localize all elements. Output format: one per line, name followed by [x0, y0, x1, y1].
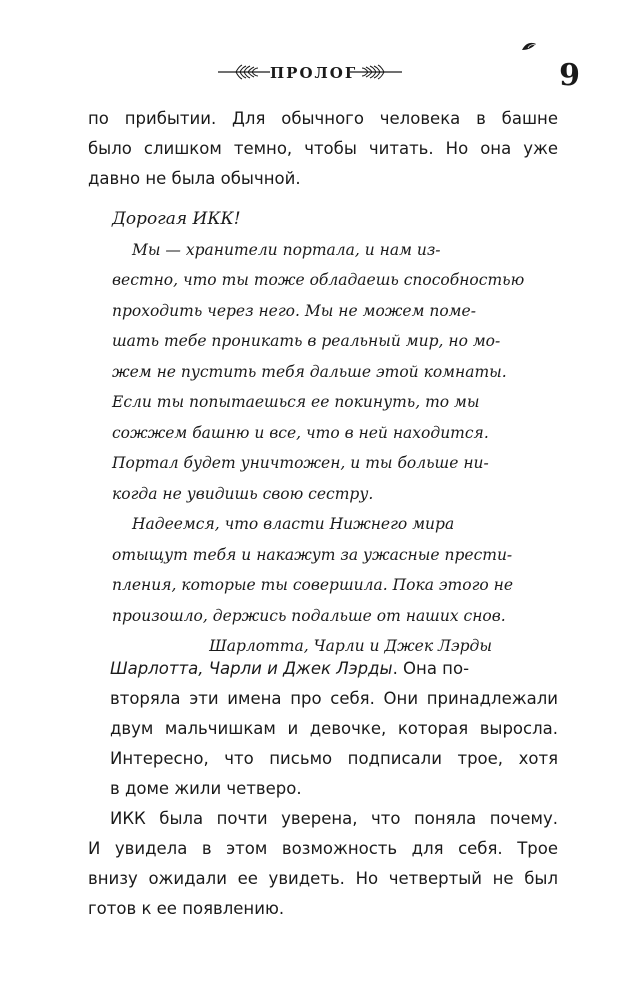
text-line: ИКК была почти уверена, что поняла почему.: [110, 809, 558, 828]
names-italic: Шарлотта, Чарли и Джек Лэрды: [110, 659, 393, 678]
letter-line: пления, которые ты совершила. Пока этого не: [112, 576, 514, 594]
text-line: готов к ее появлению.: [88, 899, 285, 918]
letter-line: Портал будет уничтожен, и ты больше ни-: [112, 454, 489, 472]
text-line: было слишком темно, чтобы читать. Но она уже: [88, 139, 558, 158]
text-fragment: . Она по-: [392, 659, 470, 678]
letter-line: Если ты попытаешься ее покинуть, то мы: [112, 393, 480, 411]
letter-line: сожжем башню и все, что в ней находится.: [112, 423, 489, 442]
letter-line: Мы — хранители портала, и нам из-: [132, 240, 441, 259]
text-line: И увидела в этом возможность для себя. Трое: [88, 839, 558, 858]
left-flourish-ornament: [216, 62, 272, 82]
handwritten-letter: [112, 204, 525, 662]
text-line: в доме жили четверо.: [110, 779, 302, 798]
letter-line: когда не увидишь свою сестру.: [112, 484, 374, 503]
text-line: двум мальчишкам и девочке, которая выросла.: [110, 719, 558, 738]
right-flourish-ornament: [348, 62, 404, 82]
letter-line: произошло, держись подальше от наших снов.: [112, 606, 506, 625]
page-number: 9: [559, 58, 580, 93]
letter-salutation: Дорогая ИКК!: [112, 209, 241, 229]
letter-line: проходить через него. Мы не можем поме-: [112, 301, 476, 320]
text-line: по прибытии. Для обычного человека в башне: [88, 109, 558, 128]
letter-signature: Шарлотта, Чарли и Джек Лэрды: [209, 637, 492, 655]
closing-paragraphs: [88, 654, 558, 924]
letter-line: жем не пустить тебя дальше этой комнаты.: [112, 362, 507, 381]
letter-line: вестно, что ты тоже обладаешь способностью: [112, 271, 525, 289]
text-line: Интересно, что письмо подписали трое, хотя: [110, 749, 558, 768]
letter-line: отыщут тебя и накажут за ужасные прести-: [112, 545, 513, 564]
opening-paragraph: [88, 104, 558, 194]
text-line: вторяла эти имена про себя. Они принадлежали: [110, 689, 558, 708]
text-line: давно не была обычной.: [88, 169, 301, 188]
leaf-ornament-icon: [520, 40, 540, 54]
letter-line: шать тебе проникать в реальный мир, но мо-: [112, 332, 501, 350]
text-line: внизу ожидали ее увидеть. Но четвертый не был: [88, 869, 558, 888]
letter-line: Надеемся, что власти Нижнего мира: [132, 515, 455, 533]
chapter-title: ПРОЛОГ: [270, 64, 358, 82]
